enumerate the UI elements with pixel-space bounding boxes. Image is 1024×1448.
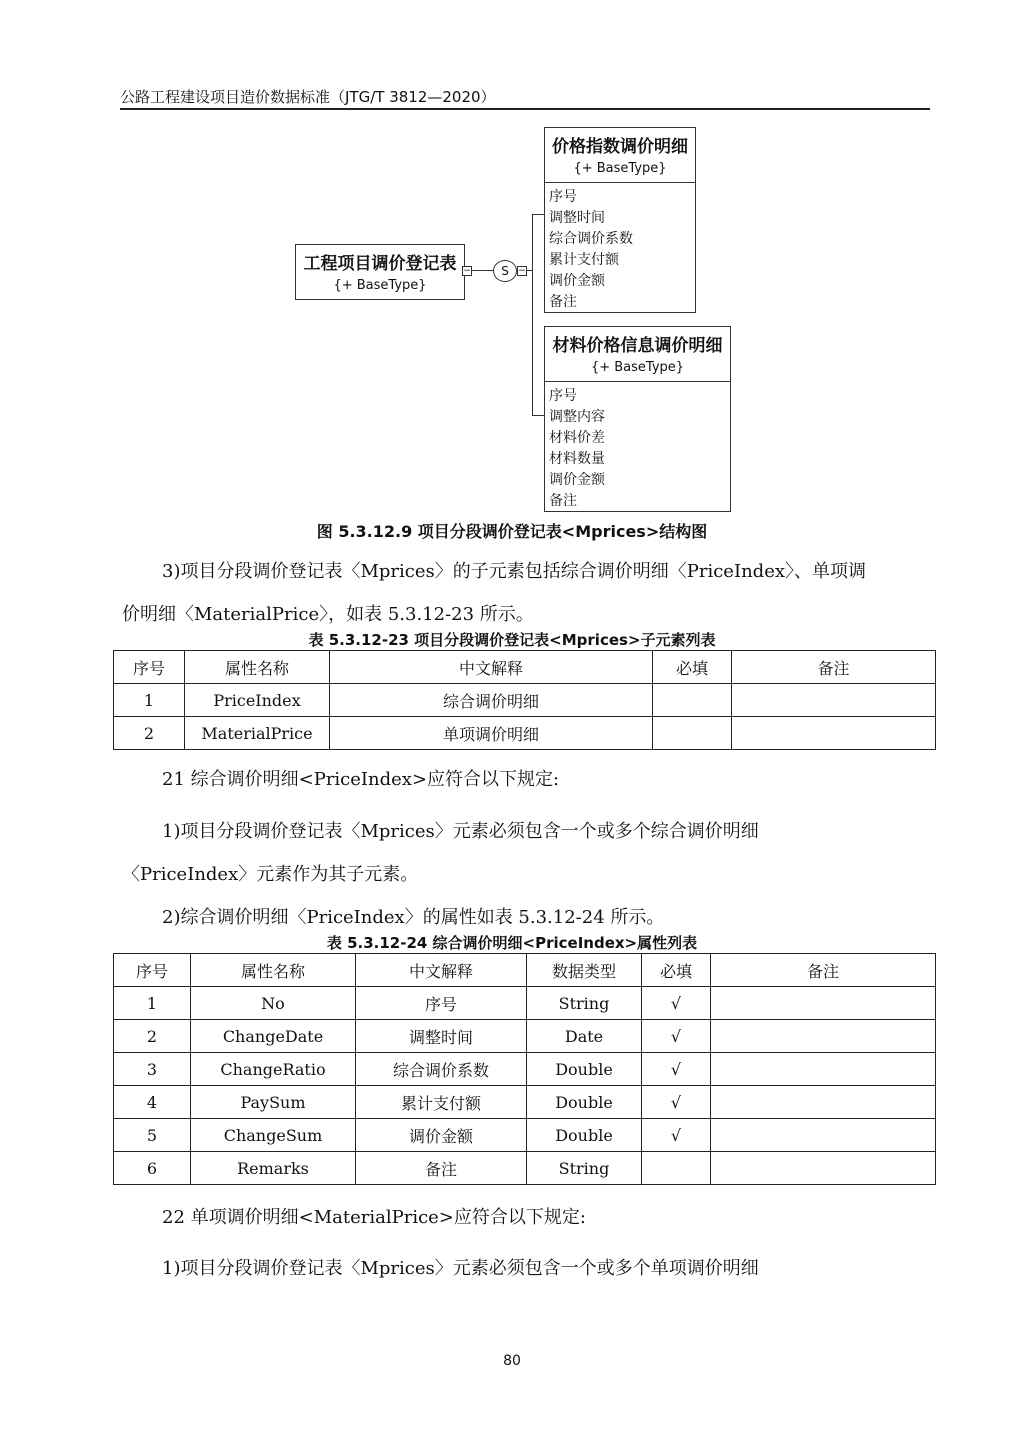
paragraph: 2)综合调价明细〈PriceIndex〉的属性如表 5.3.12-24 所示。 [162,907,665,928]
table-header-cell: 备注 [732,651,936,684]
table-cell: Remarks [191,1152,356,1185]
root-element-box [295,244,465,300]
paragraph: 价明细〈MaterialPrice〉，如表 5.3.12-23 所示。 [122,604,534,625]
box1-title: 价格指数调价明细 [552,137,688,157]
table-cell: 综合调价明细 [330,684,653,717]
table-header-cell: 中文解释 [330,651,653,684]
table-cell [711,1119,936,1152]
table-header-cell: 数据类型 [527,954,642,987]
table-cell: ChangeDate [191,1020,356,1053]
table-header-cell: 必填 [642,954,711,987]
table-row [114,684,936,717]
field-item: 序号 [549,189,577,205]
table-cell [711,1152,936,1185]
table-header-cell: 中文解释 [356,954,527,987]
table-cell: 1 [114,684,185,717]
table-cell: 5 [114,1119,191,1152]
table-cell: 2 [114,717,185,750]
table-cell [653,684,732,717]
table-cell: String [527,1152,642,1185]
field-item: 累计支付额 [549,252,619,268]
table-cell: 3 [114,1053,191,1086]
table-cell [653,717,732,750]
field-item: 调整时间 [549,210,605,226]
table-cell: √ [642,1119,711,1152]
table-cell: ChangeRatio [191,1053,356,1086]
box2-type: {+ BaseType} [590,360,685,375]
table-cell [642,1152,711,1185]
subelement-table [113,650,936,750]
root-title: 工程项目调价登记表 [303,254,457,274]
table-cell: √ [642,1020,711,1053]
table-row [114,987,936,1020]
collapse-icon[interactable]: − [463,266,471,276]
material-price-box [544,326,731,512]
table-cell: 2 [114,1020,191,1053]
table-cell [711,1053,936,1086]
field-item: 材料数量 [549,451,605,467]
connector-line [532,415,544,416]
table-cell: 综合调价系数 [356,1053,527,1086]
table-header-cell: 序号 [114,954,191,987]
paragraph: 3)项目分段调价登记表〈Mprices〉的子元素包括综合调价明细〈PriceIndex〉、单项调 [162,561,866,582]
table-row [114,717,936,750]
field-item: 备注 [549,294,577,310]
table-cell: Date [527,1020,642,1053]
attribute-table [113,953,936,1185]
table-cell: 累计支付额 [356,1086,527,1119]
paragraph: 21 综合调价明细<PriceIndex>应符合以下规定: [162,769,560,790]
field-item: 调价金额 [549,472,605,488]
table-cell: 6 [114,1152,191,1185]
table-cell [732,717,936,750]
table-cell: √ [642,1086,711,1119]
table-cell: 备注 [356,1152,527,1185]
price-index-box [544,127,696,313]
table-header-row [114,651,936,684]
table-cell: ChangeSum [191,1119,356,1152]
table-cell [732,684,936,717]
table-caption: 表 5.3.12-24 综合调价明细<PriceIndex>属性列表 [326,934,698,952]
table-cell [711,1020,936,1053]
table-header-row [114,954,936,987]
figure-caption: 图 5.3.12.9 项目分段调价登记表<Mprices>结构图 [316,522,708,541]
paragraph: 1)项目分段调价登记表〈Mprices〉元素必须包含一个或多个综合调价明细 [162,821,759,842]
page-number: 80 [503,1353,521,1369]
table-row [114,1020,936,1053]
table-cell: 单项调价明细 [330,717,653,750]
sequence-icon: S [493,260,517,282]
table-cell: 调价金额 [356,1119,527,1152]
paragraph: 22 单项调价明细<MaterialPrice>应符合以下规定: [162,1207,586,1228]
table-cell: No [191,987,356,1020]
field-item: 调价金额 [549,273,605,289]
table-cell [711,987,936,1020]
field-item: 材料价差 [549,430,605,446]
field-item: 调整内容 [549,409,605,425]
connector-line [532,214,544,215]
field-item: 序号 [549,388,577,404]
table-row [114,1119,936,1152]
table-cell: √ [642,987,711,1020]
table-caption: 表 5.3.12-23 项目分段调价登记表<Mprices>子元素列表 [308,631,716,649]
paragraph: 〈PriceIndex〉元素作为其子元素。 [122,864,419,885]
table-cell: String [527,987,642,1020]
table-cell: PriceIndex [185,684,330,717]
table-header-cell: 备注 [711,954,936,987]
table-cell: 序号 [356,987,527,1020]
field-item: 综合调价系数 [549,231,633,247]
paragraph: 1)项目分段调价登记表〈Mprices〉元素必须包含一个或多个单项调价明细 [162,1258,759,1279]
table-cell: Double [527,1119,642,1152]
header-title: 公路工程建设项目造价数据标准（JTG/T 3812—2020） [120,88,496,106]
connector-line [532,214,533,416]
table-row [114,1152,936,1185]
table-header-cell: 必填 [653,651,732,684]
table-cell: √ [642,1053,711,1086]
table-cell: PaySum [191,1086,356,1119]
collapse-icon[interactable]: − [518,266,526,276]
table-header-cell: 序号 [114,651,185,684]
table-cell: Double [527,1053,642,1086]
table-row [114,1086,936,1119]
table-row [114,1053,936,1086]
table-cell: 4 [114,1086,191,1119]
table-cell: 1 [114,987,191,1020]
field-item: 备注 [549,493,577,509]
table-cell: Double [527,1086,642,1119]
root-type: {+ BaseType} [333,278,427,293]
table-cell: MaterialPrice [185,717,330,750]
connector-line [472,270,493,271]
box2-title: 材料价格信息调价明细 [552,336,723,356]
table-header-cell: 属性名称 [191,954,356,987]
box1-type: {+ BaseType} [573,161,667,176]
table-header-cell: 属性名称 [185,651,330,684]
table-cell [711,1086,936,1119]
page-header [120,86,930,110]
table-cell: 调整时间 [356,1020,527,1053]
